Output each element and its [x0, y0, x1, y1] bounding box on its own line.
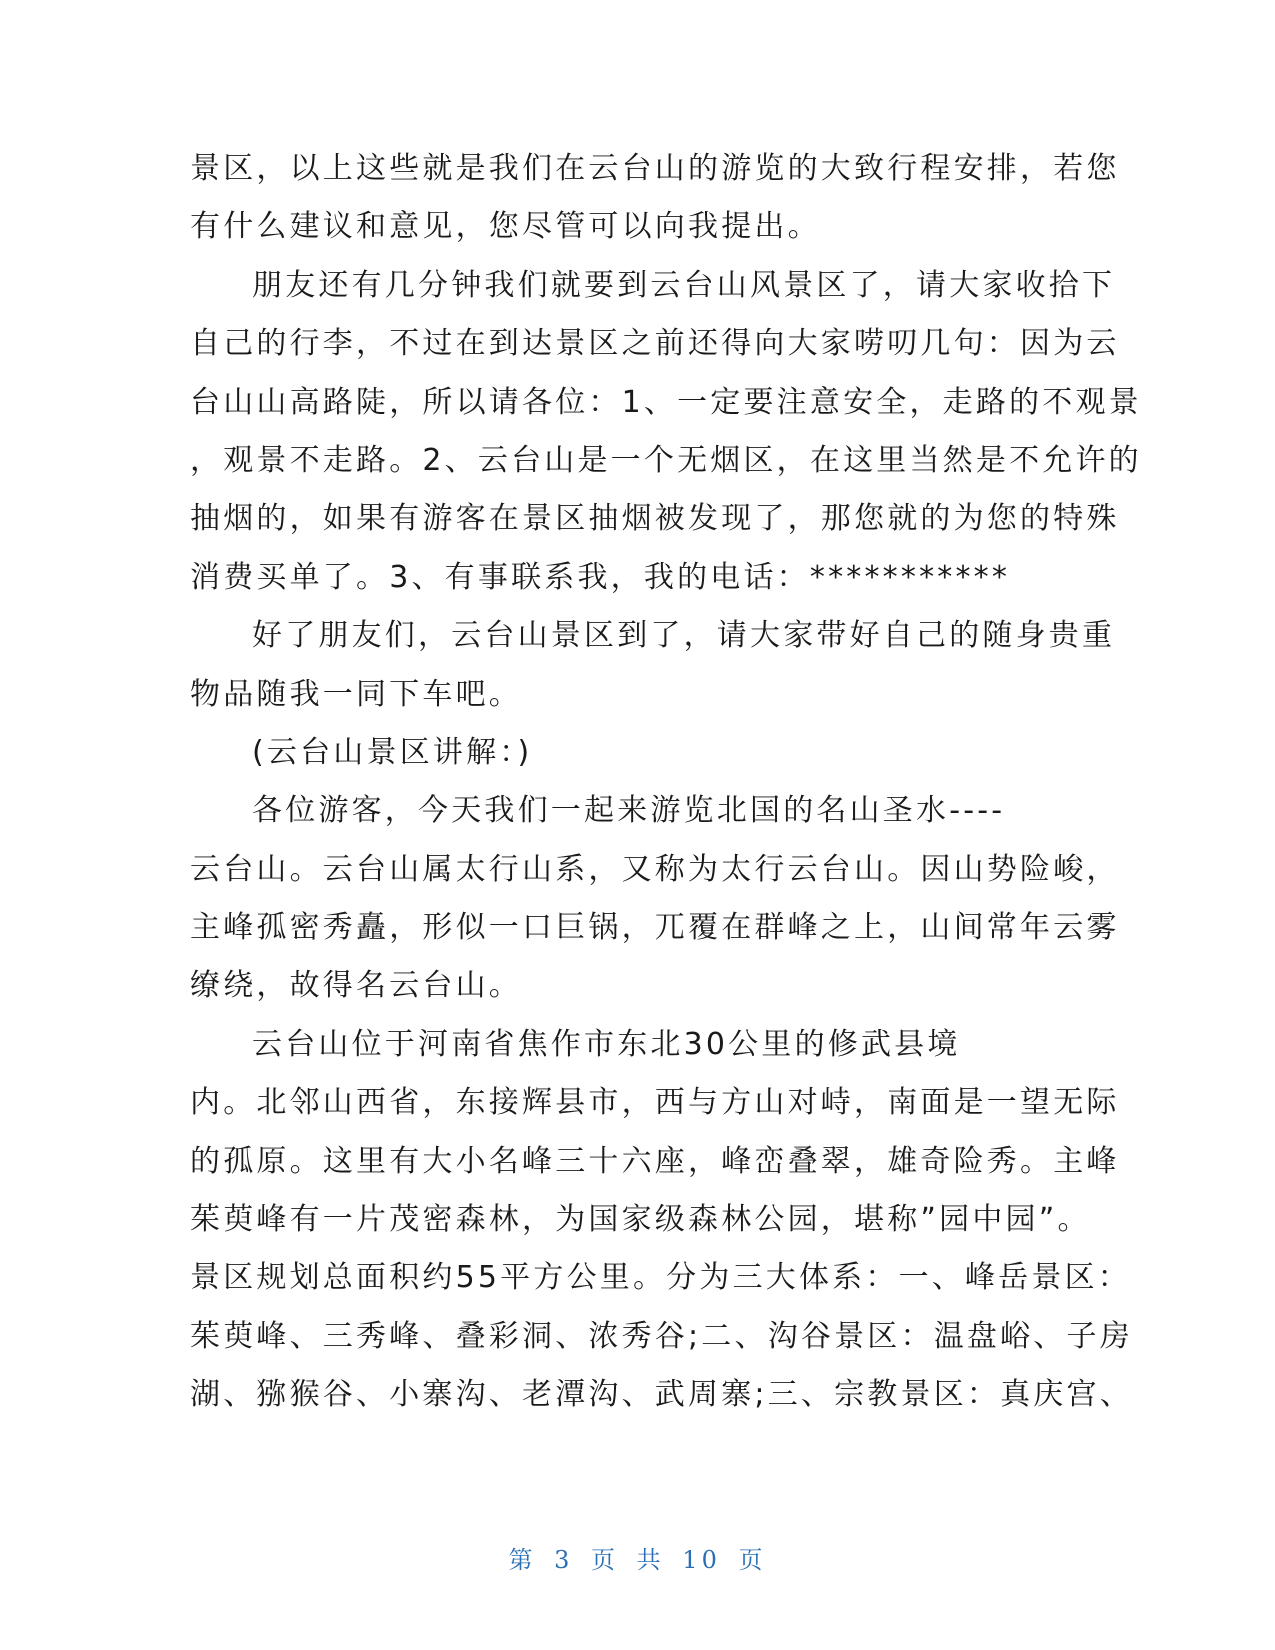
paragraph	[190, 607, 1116, 724]
paragraph	[190, 724, 1090, 782]
text-line: 有什么建议和意见，您尽管可以向我提出。	[190, 209, 821, 245]
paragraph	[190, 1016, 1133, 1425]
paragraph	[190, 782, 1120, 1016]
text-line: 景区规划总面积约55平方公里。分为三大体系：一、峰岳景区：	[190, 1260, 1131, 1296]
text-line: 物品随我一同下车吧。	[190, 676, 522, 712]
text-line: 好了朋友们，云台山景区到了，请大家带好自己的随身贵重	[252, 618, 1116, 654]
paragraph	[190, 140, 1120, 257]
text-line: 自己的行李，不过在到达景区之前还得向大家唠叨几句：因为云	[190, 326, 1120, 362]
page-number-footer: 第 3 页 共 10 页	[508, 1546, 767, 1574]
text-line: 内。北邻山西省，东接辉县市，西与方山对峙，南面是一望无际	[190, 1085, 1120, 1121]
text-line: 的孤原。这里有大小名峰三十六座，峰峦叠翠，雄奇险秀。主峰	[190, 1143, 1120, 1179]
document-body	[190, 140, 1142, 1425]
section-heading: (云台山景区讲解：)	[252, 734, 533, 770]
text-line: 各位游客，今天我们一起来游览北国的名山圣水----	[252, 793, 1006, 829]
text-line: 消费买单了。3、有事联系我，我的电话：***********	[190, 559, 1011, 595]
text-line: 台山山高路陡，所以请各位：1、一定要注意安全，走路的不观景	[190, 384, 1142, 420]
paragraph	[190, 257, 1142, 607]
text-line: 抽烟的，如果有游客在景区抽烟被发现了，那您就的为您的特殊	[190, 501, 1120, 537]
text-line: 云台山。云台山属太行山系，又称为太行云台山。因山势险峻，	[190, 851, 1120, 887]
text-line: ，观景不走路。2、云台山是一个无烟区，在这里当然是不允许的	[190, 442, 1142, 478]
text-line: 湖、猕猴谷、小寨沟、老潭沟、武周寨;三、宗教景区：真庆宫、	[190, 1377, 1133, 1413]
text-line: 主峰孤密秀矗，形似一口巨锅，兀覆在群峰之上，山间常年云雾	[190, 910, 1120, 946]
text-line: 茱萸峰有一片茂密森林，为国家级森林公园，堪称”园中园”。	[190, 1202, 1091, 1238]
text-line: 茱萸峰、三秀峰、叠彩洞、浓秀谷;二、沟谷景区：温盘峪、子房	[190, 1318, 1133, 1354]
text-line: 缭绕，故得名云台山。	[190, 968, 522, 1004]
text-line: 云台山位于河南省焦作市东北30公里的修武县境	[252, 1026, 961, 1062]
text-line: 景区，以上这些就是我们在云台山的游览的大致行程安排，若您	[190, 151, 1120, 186]
text-line: 朋友还有几分钟我们就要到云台山风景区了，请大家收拾下	[252, 267, 1116, 303]
